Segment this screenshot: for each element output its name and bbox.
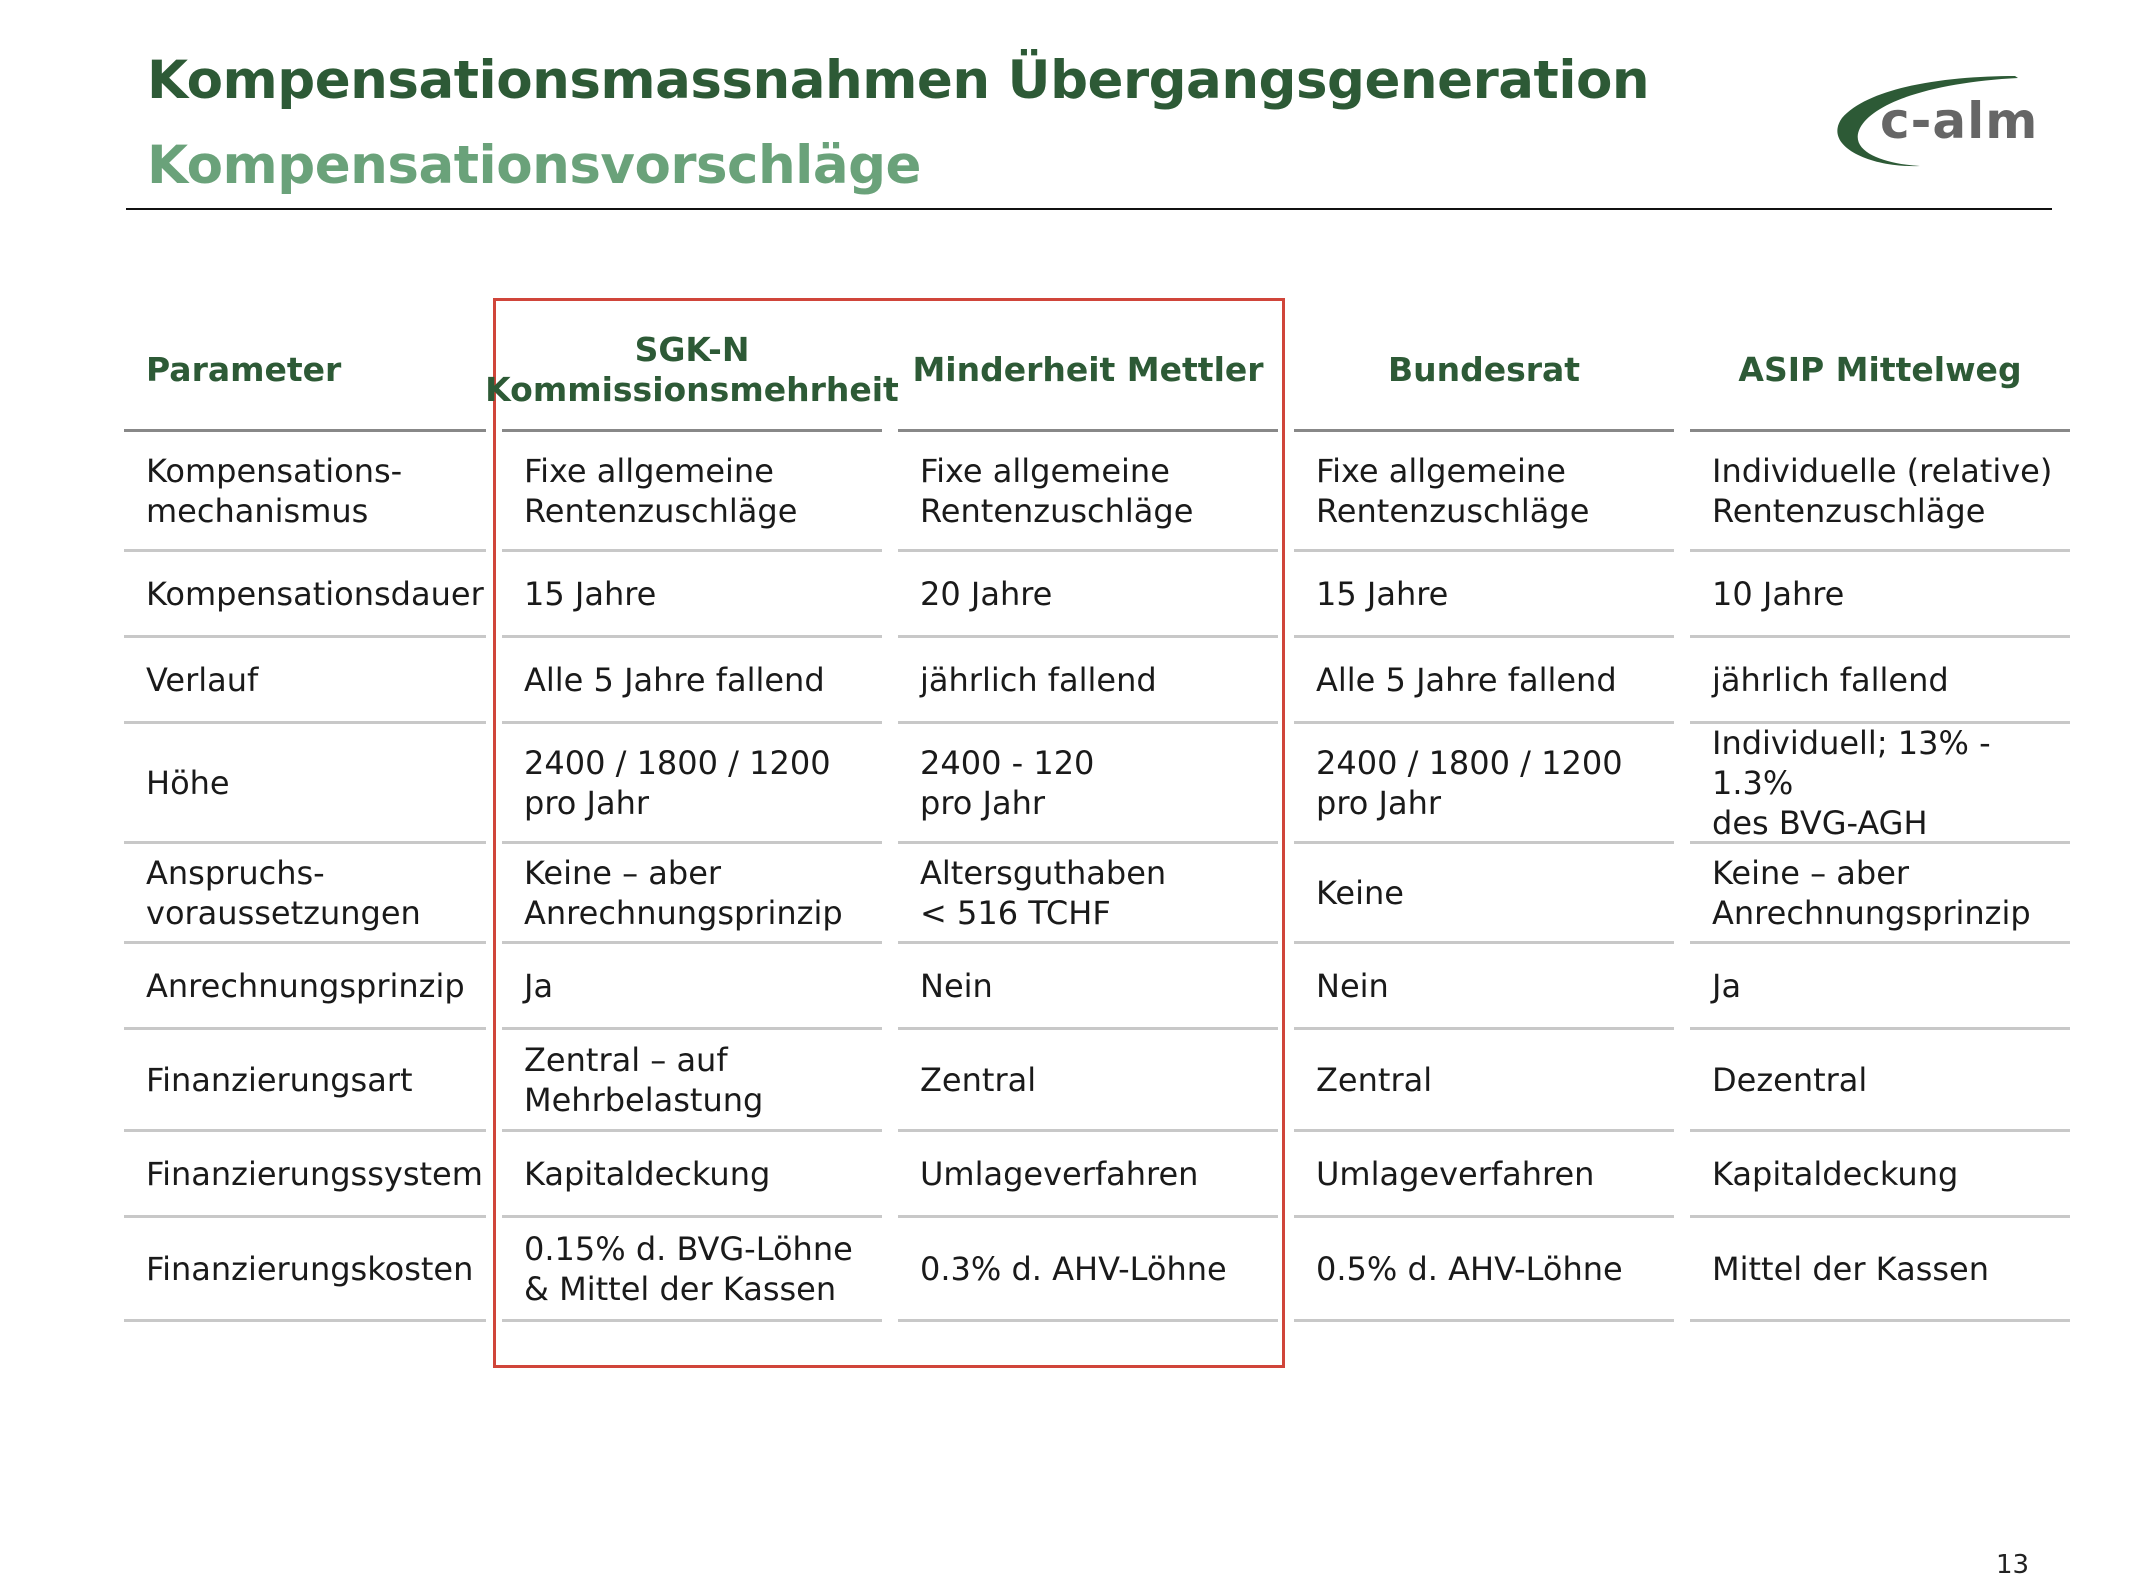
table-cell: 0.5% d. AHV-Löhne (1294, 1218, 1674, 1322)
table-cell: Nein (898, 944, 1278, 1030)
table-cell: 20 Jahre (898, 552, 1278, 638)
column-header-parameter: Parameter (124, 310, 486, 432)
row-label-finanzierungssystem: Finanzierungssystem (124, 1132, 486, 1218)
column-header-sgk-n: SGK-N Kommissionsmehrheit (502, 310, 882, 432)
comparison-table (124, 310, 2068, 1322)
table-cell: Individuelle (relative) Rentenzuschläge (1690, 432, 2070, 552)
table-cell: 2400 - 120 pro Jahr (898, 724, 1278, 844)
table-cell: Keine – aber Anrechnungsprinzip (1690, 844, 2070, 944)
page-subtitle: Kompensationsvorschläge (147, 135, 922, 196)
table-cell: Keine (1294, 844, 1674, 944)
table-cell: Ja (502, 944, 882, 1030)
logo-text: c-alm (1880, 92, 2039, 150)
row-label-anspruchsvoraussetzungen: Anspruchs- voraussetzungen (124, 844, 486, 944)
table-cell: 2400 / 1800 / 1200 pro Jahr (1294, 724, 1674, 844)
table-cell: Individuell; 13% - 1.3% des BVG-AGH (1690, 724, 2070, 844)
page-number: 13 (1996, 1550, 2030, 1580)
column-header-bundesrat: Bundesrat (1294, 310, 1674, 432)
row-label-verlauf: Verlauf (124, 638, 486, 724)
row-label-finanzierungsart: Finanzierungsart (124, 1030, 486, 1132)
row-label-anrechnungsprinzip: Anrechnungsprinzip (124, 944, 486, 1030)
c-alm-logo (1830, 68, 2050, 173)
table-cell: Alle 5 Jahre fallend (1294, 638, 1674, 724)
table-cell: Nein (1294, 944, 1674, 1030)
row-label-kompensationsdauer: Kompensationsdauer (124, 552, 486, 638)
table-cell: 10 Jahre (1690, 552, 2070, 638)
table-cell: Kapitaldeckung (1690, 1132, 2070, 1218)
table-cell: 0.15% d. BVG-Löhne & Mittel der Kassen (502, 1218, 882, 1322)
table-cell: Zentral (898, 1030, 1278, 1132)
table-cell: Fixe allgemeine Rentenzuschläge (898, 432, 1278, 552)
table-cell: Fixe allgemeine Rentenzuschläge (502, 432, 882, 552)
column-header-asip-mittelweg: ASIP Mittelweg (1690, 310, 2070, 432)
table-cell: Zentral – auf Mehrbelastung (502, 1030, 882, 1132)
row-label-finanzierungskosten: Finanzierungskosten (124, 1218, 486, 1322)
table-cell: jährlich fallend (898, 638, 1278, 724)
table-cell: Zentral (1294, 1030, 1674, 1132)
table-cell: Fixe allgemeine Rentenzuschläge (1294, 432, 1674, 552)
table-cell: Umlageverfahren (898, 1132, 1278, 1218)
table-cell: Umlageverfahren (1294, 1132, 1674, 1218)
table-cell: 15 Jahre (1294, 552, 1674, 638)
table-cell: jährlich fallend (1690, 638, 2070, 724)
table-cell: Keine – aber Anrechnungsprinzip (502, 844, 882, 944)
table-cell: 0.3% d. AHV-Löhne (898, 1218, 1278, 1322)
table-cell: Mittel der Kassen (1690, 1218, 2070, 1322)
table-cell: Alle 5 Jahre fallend (502, 638, 882, 724)
row-label-hoehe: Höhe (124, 724, 486, 844)
table-cell: Kapitaldeckung (502, 1132, 882, 1218)
table-cell: Dezentral (1690, 1030, 2070, 1132)
table-cell: 15 Jahre (502, 552, 882, 638)
table-cell: Ja (1690, 944, 2070, 1030)
column-header-minderheit-mettler: Minderheit Mettler (898, 310, 1278, 432)
table-cell: 2400 / 1800 / 1200 pro Jahr (502, 724, 882, 844)
page-title: Kompensationsmassnahmen Übergangsgeneration (147, 50, 1650, 111)
table-cell: Altersguthaben < 516 TCHF (898, 844, 1278, 944)
row-label-kompensationsmechanismus: Kompensations- mechanismus (124, 432, 486, 552)
header-divider (126, 208, 2052, 210)
